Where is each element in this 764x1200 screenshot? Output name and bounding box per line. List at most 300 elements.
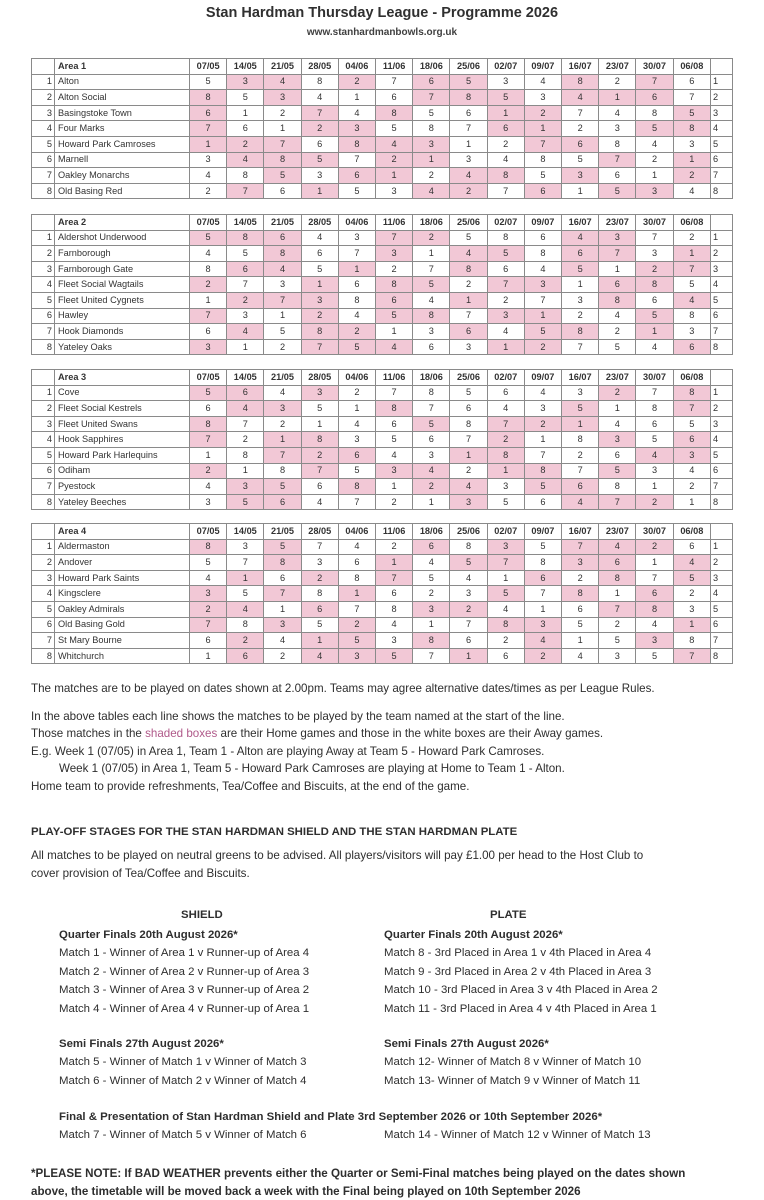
away-fixture-cell: 1: [636, 555, 673, 571]
home-fixture-cell: 4: [301, 648, 338, 664]
home-fixture-cell: 7: [599, 246, 636, 262]
team-name: Yateley Beeches: [55, 494, 190, 510]
home-fixture-cell: 2: [524, 339, 561, 355]
away-fixture-cell: 2: [673, 230, 710, 246]
table-row: [32, 555, 733, 571]
away-fixture-cell: 5: [599, 633, 636, 649]
away-fixture-cell: 8: [673, 308, 710, 324]
date-header: 21/05: [264, 370, 301, 386]
date-header: 02/07: [487, 59, 524, 75]
team-number: 7: [32, 324, 55, 340]
team-number: 5: [32, 292, 55, 308]
away-fixture-cell: 8: [413, 385, 450, 401]
away-fixture-cell: 7: [227, 277, 264, 293]
date-header: 21/05: [264, 524, 301, 540]
away-fixture-cell: 1: [264, 121, 301, 137]
away-fixture-cell: 1: [487, 570, 524, 586]
away-fixture-cell: 7: [301, 539, 338, 555]
away-fixture-cell: 5: [301, 261, 338, 277]
date-header: 07/05: [190, 370, 227, 386]
home-fixture-cell: 7: [599, 152, 636, 168]
home-fixture-cell: 1: [450, 447, 487, 463]
team-number: 8: [32, 339, 55, 355]
team-number: 2: [32, 555, 55, 571]
home-fixture-cell: 1: [338, 261, 375, 277]
home-fixture-cell: 5: [264, 539, 301, 555]
date-header: 11/06: [376, 524, 413, 540]
away-fixture-cell: 3: [413, 447, 450, 463]
header-end-cell: [711, 370, 733, 386]
date-header: 23/07: [599, 59, 636, 75]
away-fixture-cell: 6: [413, 432, 450, 448]
shield-sf-match: Match 6 - Winner of Match 2 v Winner of Match 4: [59, 1074, 307, 1087]
row-end-number: 6: [711, 308, 733, 324]
home-fixture-cell: 3: [599, 230, 636, 246]
away-fixture-cell: 1: [599, 261, 636, 277]
team-name: Aldershot Underwood: [55, 230, 190, 246]
home-fixture-cell: 7: [673, 261, 710, 277]
away-fixture-cell: 6: [487, 648, 524, 664]
table-header-row: [32, 215, 733, 231]
intro-line-3: Those matches in the shaded boxes are their Home games and those in the white boxes are their Away games.: [31, 727, 604, 741]
date-header: 04/06: [338, 370, 375, 386]
home-fixture-cell: 8: [376, 401, 413, 417]
date-header: 06/08: [673, 215, 710, 231]
away-fixture-cell: 2: [450, 277, 487, 293]
date-header: 28/05: [301, 59, 338, 75]
team-number: 4: [32, 277, 55, 293]
away-fixture-cell: 4: [264, 633, 301, 649]
home-fixture-cell: 2: [227, 136, 264, 152]
home-fixture-cell: 6: [524, 183, 561, 199]
home-fixture-cell: 8: [487, 617, 524, 633]
away-fixture-cell: 5: [413, 570, 450, 586]
home-fixture-cell: 5: [413, 277, 450, 293]
away-fixture-cell: 6: [599, 168, 636, 184]
away-fixture-cell: 3: [413, 324, 450, 340]
away-fixture-cell: 3: [450, 339, 487, 355]
home-fixture-cell: 5: [487, 586, 524, 602]
home-fixture-cell: 4: [413, 183, 450, 199]
home-fixture-cell: 2: [301, 447, 338, 463]
table-row: [32, 168, 733, 184]
away-fixture-cell: 1: [636, 479, 673, 495]
home-fixture-cell: 3: [338, 648, 375, 664]
home-fixture-cell: 6: [636, 90, 673, 106]
team-number: 3: [32, 105, 55, 121]
home-fixture-cell: 8: [227, 230, 264, 246]
home-fixture-cell: 5: [599, 183, 636, 199]
away-fixture-cell: 3: [450, 586, 487, 602]
home-fixture-cell: 1: [376, 555, 413, 571]
away-fixture-cell: 3: [673, 136, 710, 152]
team-number: 5: [32, 601, 55, 617]
plate-title: PLATE: [490, 909, 527, 921]
table-row: [32, 152, 733, 168]
home-fixture-cell: 4: [264, 74, 301, 90]
home-fixture-cell: 2: [301, 570, 338, 586]
away-fixture-cell: 5: [376, 432, 413, 448]
away-fixture-cell: 1: [301, 416, 338, 432]
home-fixture-cell: 7: [673, 648, 710, 664]
away-fixture-cell: 1: [338, 90, 375, 106]
away-fixture-cell: 7: [450, 121, 487, 137]
away-fixture-cell: 8: [562, 432, 599, 448]
home-fixture-cell: 3: [190, 586, 227, 602]
team-number: 5: [32, 447, 55, 463]
home-fixture-cell: 5: [636, 308, 673, 324]
away-fixture-cell: 5: [338, 463, 375, 479]
team-number: 7: [32, 479, 55, 495]
date-header: 14/05: [227, 215, 264, 231]
date-header: 21/05: [264, 215, 301, 231]
away-fixture-cell: 5: [376, 121, 413, 137]
home-fixture-cell: 8: [524, 463, 561, 479]
home-fixture-cell: 7: [413, 90, 450, 106]
shield-qf-match: Match 4 - Winner of Area 4 v Runner-up of Area 1: [59, 1002, 310, 1015]
date-header: 18/06: [413, 59, 450, 75]
home-fixture-cell: 1: [487, 339, 524, 355]
date-header: 28/05: [301, 370, 338, 386]
home-fixture-cell: 3: [190, 339, 227, 355]
away-fixture-cell: 8: [376, 601, 413, 617]
table-row: [32, 183, 733, 199]
away-fixture-cell: 3: [487, 74, 524, 90]
away-fixture-cell: 7: [562, 463, 599, 479]
away-fixture-cell: 7: [413, 648, 450, 664]
plate-sf-title: Semi Finals 27th August 2026*: [384, 1038, 549, 1050]
home-fixture-cell: 3: [301, 385, 338, 401]
home-fixture-cell: 8: [301, 324, 338, 340]
away-fixture-cell: 4: [487, 152, 524, 168]
away-fixture-cell: 2: [562, 570, 599, 586]
away-fixture-cell: 1: [413, 246, 450, 262]
away-fixture-cell: 4: [599, 416, 636, 432]
team-name: Old Basing Red: [55, 183, 190, 199]
row-end-number: 4: [711, 121, 733, 137]
home-fixture-cell: 7: [487, 277, 524, 293]
away-fixture-cell: 1: [673, 494, 710, 510]
away-fixture-cell: 3: [636, 246, 673, 262]
away-fixture-cell: 5: [301, 617, 338, 633]
away-fixture-cell: 2: [227, 432, 264, 448]
home-fixture-cell: 8: [487, 168, 524, 184]
home-fixture-cell: 3: [636, 183, 673, 199]
area-2-fixtures-table: [31, 214, 733, 355]
home-fixture-cell: 5: [264, 168, 301, 184]
area-name: Area 3: [55, 370, 190, 386]
home-fixture-cell: 1: [487, 105, 524, 121]
away-fixture-cell: 2: [487, 292, 524, 308]
table-row: [32, 432, 733, 448]
table-row: [32, 277, 733, 293]
away-fixture-cell: 1: [636, 168, 673, 184]
away-fixture-cell: 3: [376, 633, 413, 649]
away-fixture-cell: 4: [450, 570, 487, 586]
team-name: Marnell: [55, 152, 190, 168]
away-fixture-cell: 3: [338, 432, 375, 448]
away-fixture-cell: 3: [487, 479, 524, 495]
shield-qf-match: Match 2 - Winner of Area 2 v Runner-up of Area 3: [59, 965, 310, 978]
home-fixture-cell: 2: [636, 494, 673, 510]
home-fixture-cell: 2: [338, 617, 375, 633]
home-fixture-cell: 2: [413, 479, 450, 495]
team-name: Howard Park Harlequins: [55, 447, 190, 463]
away-fixture-cell: 7: [487, 183, 524, 199]
home-fixture-cell: 6: [599, 277, 636, 293]
header-blank-cell: [32, 370, 55, 386]
team-name: Yateley Oaks: [55, 339, 190, 355]
date-header: 21/05: [264, 59, 301, 75]
away-fixture-cell: 4: [190, 246, 227, 262]
away-fixture-cell: 3: [227, 308, 264, 324]
away-fixture-cell: 7: [338, 152, 375, 168]
away-fixture-cell: 2: [413, 586, 450, 602]
home-fixture-cell: 8: [599, 570, 636, 586]
header-end-cell: [711, 524, 733, 540]
away-fixture-cell: 8: [599, 479, 636, 495]
away-fixture-cell: 8: [636, 401, 673, 417]
away-fixture-cell: 4: [599, 308, 636, 324]
away-fixture-cell: 4: [264, 385, 301, 401]
date-header: 30/07: [636, 59, 673, 75]
row-end-number: 4: [711, 277, 733, 293]
away-fixture-cell: 1: [264, 308, 301, 324]
away-fixture-cell: 8: [338, 292, 375, 308]
home-fixture-cell: 1: [673, 152, 710, 168]
away-fixture-cell: 6: [636, 292, 673, 308]
table-row: [32, 121, 733, 137]
table-row: [32, 105, 733, 121]
home-fixture-cell: 3: [227, 74, 264, 90]
away-fixture-cell: 3: [338, 230, 375, 246]
away-fixture-cell: 6: [487, 385, 524, 401]
home-fixture-cell: 7: [562, 539, 599, 555]
away-fixture-cell: 5: [673, 416, 710, 432]
date-header: 11/06: [376, 215, 413, 231]
home-fixture-cell: 6: [562, 246, 599, 262]
team-name: Fleet United Cygnets: [55, 292, 190, 308]
away-fixture-cell: 2: [487, 633, 524, 649]
home-fixture-cell: 8: [264, 152, 301, 168]
row-end-number: 8: [711, 339, 733, 355]
row-end-number: 7: [711, 479, 733, 495]
home-fixture-cell: 1: [562, 416, 599, 432]
date-header: 09/07: [524, 59, 561, 75]
table-row: [32, 385, 733, 401]
team-name: Kingsclere: [55, 586, 190, 602]
away-fixture-cell: 6: [264, 570, 301, 586]
row-end-number: 7: [711, 168, 733, 184]
away-fixture-cell: 7: [562, 339, 599, 355]
away-fixture-cell: 6: [524, 230, 561, 246]
home-fixture-cell: 8: [450, 261, 487, 277]
away-fixture-cell: 6: [338, 555, 375, 571]
home-fixture-cell: 6: [413, 74, 450, 90]
table-row: [32, 617, 733, 633]
home-fixture-cell: 5: [524, 479, 561, 495]
home-fixture-cell: 4: [376, 136, 413, 152]
date-header: 30/07: [636, 370, 673, 386]
team-number: 8: [32, 494, 55, 510]
date-header: 07/05: [190, 215, 227, 231]
table-row: [32, 230, 733, 246]
away-fixture-cell: 2: [264, 339, 301, 355]
date-header: 11/06: [376, 370, 413, 386]
away-fixture-cell: 3: [376, 183, 413, 199]
row-end-number: 1: [711, 385, 733, 401]
away-fixture-cell: 5: [524, 539, 561, 555]
away-fixture-cell: 6: [599, 447, 636, 463]
away-fixture-cell: 6: [338, 277, 375, 293]
table-row: [32, 308, 733, 324]
away-fixture-cell: 3: [190, 152, 227, 168]
website-link[interactable]: www.stanhardmanbowls.org.uk: [306, 27, 458, 38]
away-fixture-cell: 3: [673, 324, 710, 340]
home-fixture-cell: 8: [562, 586, 599, 602]
home-fixture-cell: 8: [376, 105, 413, 121]
row-end-number: 3: [711, 105, 733, 121]
home-fixture-cell: 3: [301, 292, 338, 308]
intro-line-2: In the above tables each line shows the matches to be played by the team named at the start of the line.: [31, 709, 565, 723]
intro-line-4: E.g. Week 1 (07/05) in Area 1, Team 1 - Alton are playing Away at Team 5 - Howard Park Camroses.: [31, 744, 545, 758]
home-fixture-cell: 2: [524, 416, 561, 432]
row-end-number: 7: [711, 324, 733, 340]
away-fixture-cell: 6: [301, 479, 338, 495]
home-fixture-cell: 4: [376, 339, 413, 355]
team-name: Alton: [55, 74, 190, 90]
home-fixture-cell: 1: [524, 121, 561, 137]
home-fixture-cell: 3: [338, 121, 375, 137]
date-header: 04/06: [338, 524, 375, 540]
home-fixture-cell: 6: [450, 324, 487, 340]
home-fixture-cell: 2: [190, 463, 227, 479]
away-fixture-cell: 6: [524, 494, 561, 510]
plate-sf-match: Match 12- Winner of Match 8 v Winner of Match 10: [384, 1056, 642, 1069]
home-fixture-cell: 7: [376, 570, 413, 586]
away-fixture-cell: 5: [636, 432, 673, 448]
date-header: 18/06: [413, 524, 450, 540]
away-fixture-cell: 2: [264, 648, 301, 664]
away-fixture-cell: 8: [524, 555, 561, 571]
away-fixture-cell: 6: [673, 539, 710, 555]
away-fixture-cell: 7: [636, 230, 673, 246]
away-fixture-cell: 6: [562, 601, 599, 617]
team-number: 6: [32, 308, 55, 324]
home-fixture-cell: 1: [301, 277, 338, 293]
plate-qf-match: Match 8 - 3rd Placed in Area 1 v 4th Placed in Area 4: [384, 947, 652, 960]
row-end-number: 3: [711, 416, 733, 432]
home-fixture-cell: 5: [636, 121, 673, 137]
home-fixture-cell: 2: [636, 261, 673, 277]
home-fixture-cell: 3: [376, 246, 413, 262]
home-fixture-cell: 8: [673, 385, 710, 401]
plate-quarter-finals: [384, 926, 658, 1018]
team-number: 1: [32, 230, 55, 246]
home-fixture-cell: 1: [599, 90, 636, 106]
shield-qf-match: Match 3 - Winner of Area 3 v Runner-up of Area 2: [59, 984, 310, 997]
team-name: Alton Social: [55, 90, 190, 106]
team-name: Hook Sapphires: [55, 432, 190, 448]
away-fixture-cell: 7: [338, 246, 375, 262]
away-fixture-cell: 3: [524, 401, 561, 417]
home-fixture-cell: 6: [562, 479, 599, 495]
home-fixture-cell: 7: [376, 230, 413, 246]
team-name: Farnborough: [55, 246, 190, 262]
home-fixture-cell: 4: [450, 168, 487, 184]
home-fixture-cell: 2: [487, 432, 524, 448]
home-fixture-cell: 6: [227, 648, 264, 664]
away-fixture-cell: 5: [190, 555, 227, 571]
date-header: 04/06: [338, 215, 375, 231]
away-fixture-cell: 2: [673, 479, 710, 495]
away-fixture-cell: 3: [301, 168, 338, 184]
final-title: Final & Presentation of Stan Hardman Shield and Plate 3rd September 2026 or 10th September 2026*: [59, 1111, 603, 1123]
away-fixture-cell: 5: [450, 230, 487, 246]
row-end-number: 5: [711, 292, 733, 308]
home-fixture-cell: 5: [450, 74, 487, 90]
plate-qf-match: Match 9 - 3rd Placed in Area 2 v 4th Placed in Area 3: [384, 965, 652, 978]
away-fixture-cell: 5: [227, 90, 264, 106]
team-number: 8: [32, 183, 55, 199]
table-row: [32, 401, 733, 417]
date-header: 02/07: [487, 370, 524, 386]
away-fixture-cell: 4: [338, 105, 375, 121]
away-fixture-cell: 1: [599, 401, 636, 417]
team-name: Whitchurch: [55, 648, 190, 664]
home-fixture-cell: 8: [562, 74, 599, 90]
away-fixture-cell: 8: [301, 74, 338, 90]
away-fixture-cell: 1: [413, 617, 450, 633]
home-fixture-cell: 6: [227, 261, 264, 277]
table-row: [32, 539, 733, 555]
home-fixture-cell: 2: [450, 183, 487, 199]
away-fixture-cell: 4: [413, 555, 450, 571]
table-header-row: [32, 370, 733, 386]
row-end-number: 1: [711, 539, 733, 555]
home-fixture-cell: 4: [450, 479, 487, 495]
home-fixture-cell: 2: [636, 539, 673, 555]
home-fixture-cell: 5: [376, 308, 413, 324]
away-fixture-cell: 8: [487, 230, 524, 246]
home-fixture-cell: 2: [338, 74, 375, 90]
home-fixture-cell: 3: [524, 277, 561, 293]
away-fixture-cell: 7: [227, 555, 264, 571]
team-name: Oakley Monarchs: [55, 168, 190, 184]
home-fixture-cell: 1: [376, 168, 413, 184]
away-fixture-cell: 4: [190, 168, 227, 184]
row-end-number: 5: [711, 601, 733, 617]
away-fixture-cell: 5: [673, 277, 710, 293]
home-fixture-cell: 6: [599, 555, 636, 571]
away-fixture-cell: 2: [673, 586, 710, 602]
away-fixture-cell: 6: [376, 90, 413, 106]
home-fixture-cell: 3: [487, 539, 524, 555]
intro-line-5: Week 1 (07/05) in Area 1, Team 5 - Howard Park Camroses are playing at Home to Team 1 - Alton.: [59, 762, 565, 776]
home-fixture-cell: 6: [673, 432, 710, 448]
table-row: [32, 261, 733, 277]
home-fixture-cell: 5: [264, 479, 301, 495]
date-header: 06/08: [673, 59, 710, 75]
table-row: [32, 324, 733, 340]
home-fixture-cell: 8: [413, 633, 450, 649]
date-header: 04/06: [338, 59, 375, 75]
date-header: 16/07: [562, 59, 599, 75]
home-fixture-cell: 2: [301, 308, 338, 324]
home-fixture-cell: 8: [338, 479, 375, 495]
away-fixture-cell: 7: [562, 105, 599, 121]
home-fixture-cell: 5: [190, 230, 227, 246]
